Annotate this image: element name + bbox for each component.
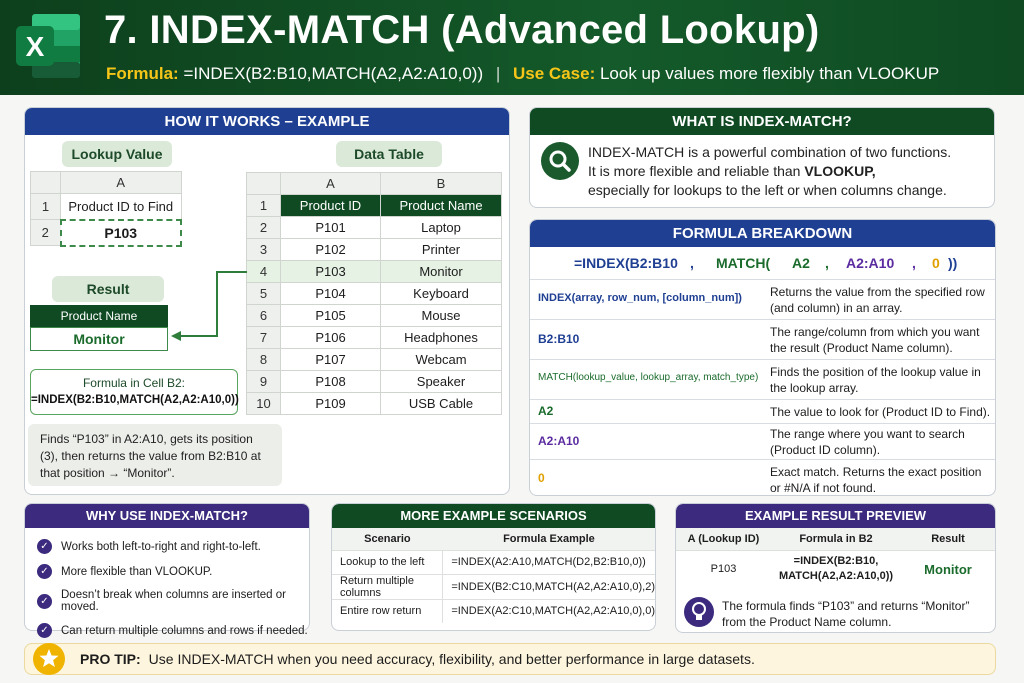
table-row bbox=[247, 393, 502, 415]
usecase-text: Look up values more flexibly than VLOOKUP bbox=[599, 64, 940, 83]
lookup-table bbox=[30, 171, 182, 247]
result-preview-panel bbox=[675, 503, 996, 633]
result-arrow-icon bbox=[165, 262, 250, 344]
header-cell-product-name: Product Name bbox=[381, 195, 502, 217]
result-pill: Result bbox=[52, 276, 164, 302]
row-num: 2 bbox=[247, 217, 281, 239]
formula-part-match: MATCH( bbox=[716, 255, 771, 271]
row-num: 1 bbox=[247, 195, 281, 217]
breakdown-value: The range where you want to search (Product ID column). bbox=[770, 427, 965, 457]
preview-title: EXAMPLE RESULT PREVIEW bbox=[676, 504, 995, 528]
preview-header: Formula in B2 bbox=[771, 528, 901, 550]
result-header: Product Name bbox=[30, 305, 168, 327]
why-list bbox=[25, 528, 309, 638]
breakdown-key: B2:B10 bbox=[538, 332, 580, 346]
cell: Laptop bbox=[381, 217, 502, 239]
excel-logo-icon bbox=[12, 10, 84, 82]
preview-formula-line1: =INDEX(B2:B10, bbox=[793, 555, 879, 568]
what-is-text bbox=[588, 143, 951, 200]
row-num: 9 bbox=[247, 371, 281, 393]
formula-part-comma: , bbox=[912, 255, 916, 271]
breakdown-key: INDEX(array, row_num, [column_num]) bbox=[538, 292, 742, 304]
result-value: Monitor bbox=[30, 327, 168, 351]
row-num: 6 bbox=[247, 305, 281, 327]
formula-cell-box bbox=[30, 369, 238, 415]
row-num: 5 bbox=[247, 283, 281, 305]
cell: Webcam bbox=[381, 349, 502, 371]
what-line-2b: VLOOKUP, bbox=[804, 163, 876, 179]
breakdown-key: A2:A10 bbox=[538, 434, 580, 448]
formula-breakdown-panel bbox=[529, 219, 996, 496]
breakdown-key: A2 bbox=[538, 404, 554, 418]
col-b-header: B bbox=[381, 173, 502, 195]
cell: Headphones bbox=[381, 327, 502, 349]
explanation-note: Finds “P103” in A2:A10, gets its position (3), then returns the value from B2:B10 at that position → “Monitor”. bbox=[28, 424, 282, 486]
how-it-works-title: HOW IT WORKS – EXAMPLE bbox=[25, 108, 509, 135]
cell: Monitor bbox=[381, 261, 502, 283]
pro-tip-message: Use INDEX-MATCH when you need accuracy, flexibility, and better performance in large datasets. bbox=[148, 651, 755, 667]
table-row bbox=[247, 371, 502, 393]
formula-part-a2: A2 bbox=[792, 255, 810, 271]
pro-tip-text bbox=[80, 651, 755, 667]
formula-part-zero: 0 bbox=[932, 255, 940, 271]
preview-header: Result bbox=[901, 528, 995, 550]
pro-tip-label: PRO TIP: bbox=[80, 651, 141, 667]
cell: Keyboard bbox=[381, 283, 502, 305]
star-icon bbox=[32, 642, 66, 676]
breakdown-title: FORMULA BREAKDOWN bbox=[530, 220, 995, 247]
table-row bbox=[247, 327, 502, 349]
lookup-value-cell: P103 bbox=[61, 220, 182, 246]
breakdown-key: 0 bbox=[538, 471, 545, 485]
formula-cell-text: =INDEX(B2:B10,MATCH(A2,A2:A10,0)) bbox=[31, 394, 239, 406]
table-row bbox=[332, 599, 655, 623]
scenarios-title: MORE EXAMPLE SCENARIOS bbox=[332, 504, 655, 528]
preview-formula bbox=[771, 550, 901, 588]
row-num: 8 bbox=[247, 349, 281, 371]
formula-part-close: )) bbox=[948, 255, 958, 271]
breakdown-row bbox=[530, 279, 996, 319]
cell: P106 bbox=[281, 327, 381, 349]
row-num: 7 bbox=[247, 327, 281, 349]
breakdown-row bbox=[530, 399, 996, 423]
cell: P102 bbox=[281, 239, 381, 261]
check-icon: ✓ bbox=[37, 564, 52, 579]
lookup-value-pill: Lookup Value bbox=[62, 141, 172, 167]
formula-part-range: A2:A10 bbox=[846, 255, 895, 271]
preview-header: A (Lookup ID) bbox=[676, 528, 771, 550]
cell: P109 bbox=[281, 393, 381, 415]
table-row bbox=[332, 550, 655, 574]
table-row bbox=[332, 574, 655, 599]
breakdown-row bbox=[530, 423, 996, 459]
cell: P105 bbox=[281, 305, 381, 327]
cell: P104 bbox=[281, 283, 381, 305]
scenario-cell: Return multiple columns bbox=[332, 574, 443, 599]
scenario-cell: Lookup to the left bbox=[332, 550, 443, 574]
what-line-1: INDEX-MATCH is a powerful combination of two functions. bbox=[588, 144, 952, 160]
row-num: 2 bbox=[31, 220, 61, 246]
breakdown-row bbox=[530, 319, 996, 359]
scenario-cell: Entire row return bbox=[332, 599, 443, 623]
table-row bbox=[247, 305, 502, 327]
header-cell-product-id: Product ID bbox=[281, 195, 381, 217]
data-table-pill: Data Table bbox=[336, 141, 442, 167]
table-row bbox=[247, 349, 502, 371]
corner-cell bbox=[31, 172, 61, 194]
why-item-text: Works both left-to-right and right-to-left. bbox=[61, 540, 261, 553]
scenarios-table bbox=[332, 528, 655, 623]
preview-table bbox=[676, 528, 995, 588]
formula-part-comma: , bbox=[690, 255, 694, 271]
why-use-title: WHY USE INDEX-MATCH? bbox=[25, 504, 309, 528]
formula-part-index: =INDEX(B2:B10 bbox=[574, 255, 678, 271]
lightbulb-icon bbox=[684, 597, 714, 627]
formula-line bbox=[106, 64, 939, 84]
preview-result: Monitor bbox=[901, 550, 995, 588]
scenarios-panel bbox=[331, 503, 656, 631]
list-item bbox=[37, 539, 309, 554]
logo-letter: X bbox=[25, 31, 45, 62]
col-a-header: A bbox=[281, 173, 381, 195]
separator: | bbox=[495, 64, 501, 83]
preview-id: P103 bbox=[676, 550, 771, 588]
list-item bbox=[37, 623, 309, 638]
lookup-label-cell: Product ID to Find bbox=[61, 194, 182, 220]
breakdown-key: MATCH(lookup_value, lookup_array, match_type) bbox=[538, 372, 759, 383]
magnifier-icon bbox=[541, 142, 579, 180]
cell: Mouse bbox=[381, 305, 502, 327]
cell: P101 bbox=[281, 217, 381, 239]
breakdown-value: Exact match. Returns the exact position or #N/A if not found. bbox=[770, 465, 982, 495]
cell: P107 bbox=[281, 349, 381, 371]
corner-cell bbox=[247, 173, 281, 195]
row-num: 3 bbox=[247, 239, 281, 261]
formula-example-header: Formula Example bbox=[443, 528, 655, 550]
formula-label: Formula: bbox=[106, 64, 179, 83]
row-num: 4 bbox=[247, 261, 281, 283]
why-use-panel bbox=[24, 503, 310, 637]
row-num: 10 bbox=[247, 393, 281, 415]
col-a-header: A bbox=[61, 172, 182, 194]
formula-cell: =INDEX(A2:A10,MATCH(D2,B2:B10,0)) bbox=[443, 550, 655, 574]
scenario-header: Scenario bbox=[332, 528, 443, 550]
row-num: 1 bbox=[31, 194, 61, 220]
table-row bbox=[247, 239, 502, 261]
check-icon: ✓ bbox=[37, 623, 52, 638]
preview-formula-line2: MATCH(A2,A2:A10,0)) bbox=[778, 570, 894, 583]
breakdown-formula bbox=[530, 247, 996, 279]
cell: Speaker bbox=[381, 371, 502, 393]
check-icon: ✓ bbox=[37, 594, 52, 609]
why-item-text: Doesn’t break when columns are inserted or moved. bbox=[61, 589, 287, 613]
why-item-text: Can return multiple columns and rows if needed. bbox=[61, 624, 308, 637]
preview-tip: The formula finds “P103” and returns “Monitor” from the Product Name column. bbox=[722, 599, 970, 629]
cell: P108 bbox=[281, 371, 381, 393]
highlighted-row bbox=[247, 261, 502, 283]
what-line-2a: It is more flexible and reliable than bbox=[588, 163, 805, 179]
breakdown-value: The value to look for (Product ID to Find). bbox=[770, 405, 991, 419]
cell: USB Cable bbox=[381, 393, 502, 415]
formula-caption: Formula in Cell B2: bbox=[82, 376, 186, 390]
table-row bbox=[247, 283, 502, 305]
breakdown-value: The range/column from which you want the result (Product Name column). bbox=[770, 325, 980, 355]
check-icon: ✓ bbox=[37, 539, 52, 554]
data-table bbox=[246, 172, 502, 415]
page-title: 7. INDEX-MATCH (Advanced Lookup) bbox=[104, 8, 820, 52]
breakdown-row bbox=[530, 359, 996, 399]
list-item bbox=[37, 589, 309, 613]
formula-part-comma: , bbox=[825, 255, 829, 271]
formula-cell: =INDEX(A2:C10,MATCH(A2,A2:A10,0),0) bbox=[443, 599, 655, 623]
table-row bbox=[247, 217, 502, 239]
cell: Printer bbox=[381, 239, 502, 261]
formula-cell: =INDEX(B2:C10,MATCH(A2,A2:A10,0),2) bbox=[443, 574, 655, 599]
formula-text: =INDEX(B2:B10,MATCH(A2,A2:A10,0)) bbox=[183, 64, 484, 83]
what-line-3: especially for lookups to the left or when columns change. bbox=[588, 182, 947, 198]
what-line-2 bbox=[588, 162, 951, 181]
table-row bbox=[676, 550, 995, 588]
breakdown-row bbox=[530, 459, 996, 496]
why-item-text: More flexible than VLOOKUP. bbox=[61, 565, 213, 578]
what-is-title: WHAT IS INDEX-MATCH? bbox=[530, 108, 994, 135]
breakdown-value: Finds the position of the lookup value in the lookup array. bbox=[770, 365, 981, 395]
cell: P103 bbox=[281, 261, 381, 283]
list-item bbox=[37, 564, 309, 579]
breakdown-value: Returns the value from the specified row (and column) in an array. bbox=[770, 285, 985, 315]
usecase-label: Use Case: bbox=[513, 64, 596, 83]
